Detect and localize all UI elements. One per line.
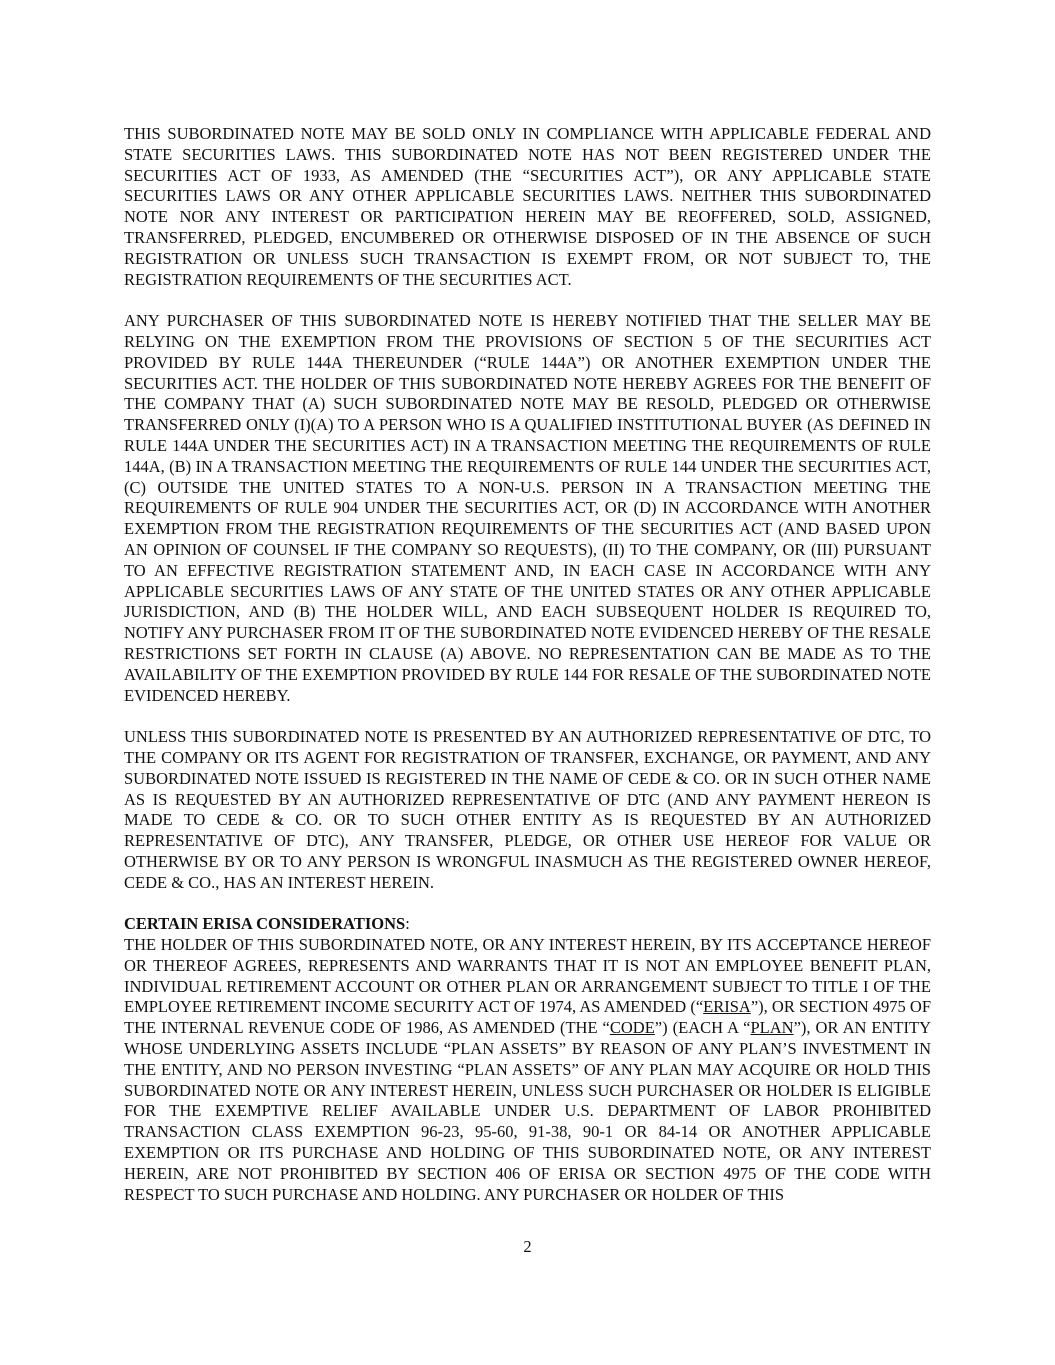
rule-144a-notice-paragraph: ANY PURCHASER OF THIS SUBORDINATED NOTE IS HEREBY NOTIFIED THAT THE SELLER MAY BE RELYING ON THE EXEMPTION FROM THE PROVISIONS OF SECTION 5 OF THE SECURITIES ACT PROVIDED BY RULE 144A THEREUNDER (“RULE 144A”) OR ANOTHER EXEMPTION UNDER THE SECURITIES ACT. THE HOLDER OF THIS SUBORDINATED NOTE HEREBY AGREES FOR THE BENEFIT OF THE COMPANY THAT (A) SUCH SUBORDINATED NOTE MAY BE RESOLD, PLEDGED OR OTHERWISE TRANSFERRED ONLY (I)(A) TO A PERSON WHO IS A QUALIFIED INSTITUTIONAL BUYER (AS DEFINED IN RULE 144A UNDER THE SECURITIES ACT) IN A TRANSACTION MEETING THE REQUIREMENTS OF RULE 144A, (B) IN A TRANSACTION MEETING THE REQUIREMENTS OF RULE 144 UNDER THE SECURITIES ACT, (C) OUTSIDE THE UNITED STATES TO A NON-U.S. PERSON IN A TRANSACTION MEETING THE REQUIREMENTS OF RULE 904 UNDER THE SECURITIES ACT, OR (D) IN ACCORDANCE WITH ANOTHER EXEMPTION FROM THE REGISTRATION REQUIREMENTS OF THE SECURITIES ACT (AND BASED UPON AN OPINION OF COUNSEL IF THE COMPANY SO REQUESTS), (II) TO THE COMPANY, OR (III) PURSUANT TO AN EFFECTIVE REGISTRATION STATEMENT AND, IN EACH CASE IN ACCORDANCE WITH ANY APPLICABLE SECURITIES LAWS OF ANY STATE OF THE UNITED STATES OR ANY OTHER APPLICABLE JURISDICTION, AND (B) THE HOLDER WILL, AND EACH SUBSEQUENT HOLDER IS REQUIRED TO, NOTIFY ANY PURCHASER FROM IT OF THE SUBORDINATED NOTE EVIDENCED HEREBY OF THE RESALE RESTRICTIONS SET FORTH IN CLAUSE (A) ABOVE. NO REPRESENTATION CAN BE MADE AS TO THE AVAILABILITY OF THE EXEMPTION PROVIDED BY RULE 144 FOR RESALE OF THE SUBORDINATED NOTE EVIDENCED HEREBY.	[124, 311, 931, 705]
securities-compliance-paragraph: THIS SUBORDINATED NOTE MAY BE SOLD ONLY IN COMPLIANCE WITH APPLICABLE FEDERAL AND STATE SECURITIES LAWS. THIS SUBORDINATED NOTE HAS NOT BEEN REGISTERED UNDER THE SECURITIES ACT OF 1933, AS AMENDED (THE “SECURITIES ACT”), OR ANY APPLICABLE STATE SECURITIES LAWS OR ANY OTHER APPLICABLE SECURITIES LAWS. NEITHER THIS SUBORDINATED NOTE NOR ANY INTEREST OR PARTICIPATION HEREIN MAY BE REOFFERED, SOLD, ASSIGNED, TRANSFERRED, PLEDGED, ENCUMBERED OR OTHERWISE DISPOSED OF IN THE ABSENCE OF SUCH REGISTRATION OR UNLESS SUCH TRANSACTION IS EXEMPT FROM, OR NOT SUBJECT TO, THE REGISTRATION REQUIREMENTS OF THE SECURITIES ACT.	[124, 124, 931, 289]
erisa-heading-text: CERTAIN ERISA CONSIDERATIONS	[124, 914, 406, 934]
erisa-heading	[124, 914, 931, 935]
erisa-text-segment: THE HOLDER OF THIS SUBORDINATED NOTE, OR ANY INTEREST HEREIN, BY ITS ACCEPTANCE HEREOF OR THEREOF AGREES, REPRESENTS AND WARRANTS THAT IT IS NOT AN EMPLOYEE BENEFIT PLAN, INDIVIDUAL RETIREMENT ACCOUNT OR OTHER PLAN OR ARRANGEMENT SUBJECT TO TITLE I OF THE EMPLOYEE RETIREMENT INCOME SECURITY ACT OF 1974, AS AMENDED (“	[124, 935, 931, 1017]
erisa-paragraph	[124, 935, 931, 1205]
erisa-heading-colon: :	[405, 914, 410, 934]
erisa-text-segment: ”) (EACH A “	[654, 1018, 751, 1038]
dtc-legend-paragraph: UNLESS THIS SUBORDINATED NOTE IS PRESENTED BY AN AUTHORIZED REPRESENTATIVE OF DTC, TO THE COMPANY OR ITS AGENT FOR REGISTRATION OF TRANSFER, EXCHANGE, OR PAYMENT, AND ANY SUBORDINATED NOTE ISSUED IS REGISTERED IN THE NAME OF CEDE & CO. OR IN SUCH OTHER NAME AS IS REQUESTED BY AN AUTHORIZED REPRESENTATIVE OF DTC (AND ANY PAYMENT HEREON IS MADE TO CEDE & CO. OR TO SUCH OTHER ENTITY AS IS REQUESTED BY AN AUTHORIZED REPRESENTATIVE OF DTC), ANY TRANSFER, PLEDGE, OR OTHER USE HEREOF FOR VALUE OR OTHERWISE BY OR TO ANY PERSON IS WRONGFUL INASMUCH AS THE REGISTERED OWNER HEREOF, CEDE & CO., HAS AN INTEREST HEREIN.	[124, 727, 931, 892]
erisa-defined-term: ERISA	[703, 997, 751, 1017]
erisa-text-segment: ”), OR AN ENTITY WHOSE UNDERLYING ASSETS INCLUDE “PLAN ASSETS” BY REASON OF ANY PLAN’S INVESTMENT IN THE ENTITY, AND NO PERSON INVESTING “PLAN ASSETS” OF ANY PLAN MAY ACQUIRE OR HOLD THIS SUBORDINATED NOTE OR ANY INTEREST HEREIN, UNLESS SUCH PURCHASER OR HOLDER IS ELIGIBLE FOR THE EXEMPTIVE RELIEF AVAILABLE UNDER U.S. DEPARTMENT OF LABOR PROHIBITED TRANSACTION CLASS EXEMPTION 96-23, 95-60, 91-38, 90-1 OR 84-14 OR ANOTHER APPLICABLE EXEMPTION OR ITS PURCHASE AND HOLDING OF THIS SUBORDINATED NOTE, OR ANY INTEREST HEREIN, ARE NOT PROHIBITED BY SECTION 406 OF ERISA OR SECTION 4975 OF THE CODE WITH RESPECT TO SUCH PURCHASE AND HOLDING. ANY PURCHASER OR HOLDER OF THIS	[124, 1018, 931, 1204]
page-number: 2	[523, 1237, 532, 1256]
document-page	[124, 124, 931, 1205]
code-defined-term: CODE	[609, 1018, 655, 1038]
plan-defined-term: PLAN	[750, 1018, 794, 1038]
erisa-text-segment: ”), OR SECTION 4975 OF THE INTERNAL REVENUE CODE OF 1986, AS AMENDED (THE “	[124, 997, 931, 1038]
